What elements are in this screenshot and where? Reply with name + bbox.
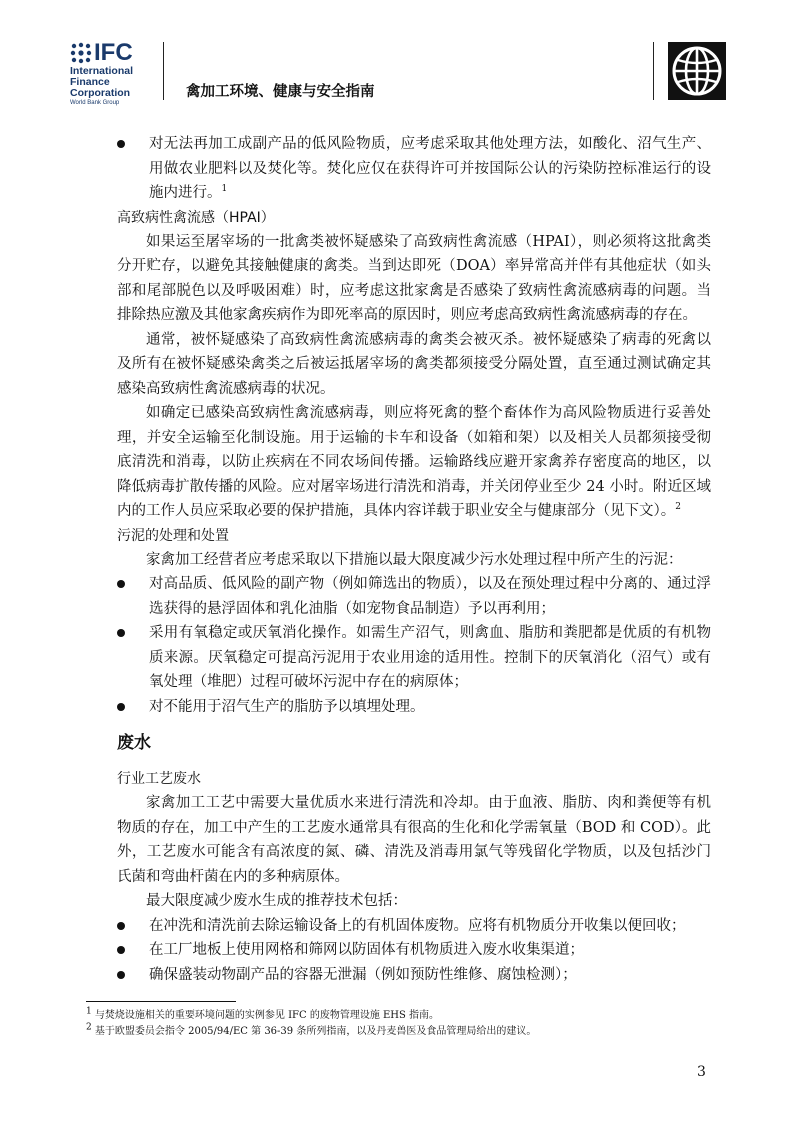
paragraph: 通常，被怀疑感染了高致病性禽流感病毒的禽类会被灭杀。被怀疑感染了病毒的死禽以及所有在被怀疑感染禽类之后被运抵屠宰场的禽类都须接受分隔处置，直至通过测试确定其感染高致病性禽流感病毒的状况。 xyxy=(117,331,711,397)
list-item: 确保盛装动物副产品的容器无泄漏（例如预防性维修、腐蚀检测）； xyxy=(117,963,711,988)
bullet-icon xyxy=(117,971,125,979)
paragraph: 家禽加工经营者应考虑采取以下措施以最大限度减少污水处理过程中所产生的污泥： xyxy=(146,551,683,568)
paragraph: 最大限度减少废水生成的推荐技术包括： xyxy=(146,893,407,909)
footnote-ref: 1 xyxy=(221,184,228,195)
subheading-process-wastewater: 行业工艺废水 xyxy=(117,771,201,787)
footnote-divider xyxy=(86,1001,236,1002)
paragraph: 如确定已感染高致病性禽流感病毒，则应将死禽的整个畜体作为高风险物质进行妥善处理，并安全运输至化制设施。用于运输的卡车和设备（如箱和架）以及相关人员都须接受彻底清洗和消毒，以防止疾病在不同农场间传播。运输路线应避开家禽养存密度高的地区，以降低病毒扩散传播的风险。应对屠宰场进行清洗和消毒，并关闭停业至少 24 小时。附近区域内的工作人员应采取必要的保护措施，具体内容详载于职业安全与健康部分（见下文）。$^2$ xyxy=(117,405,711,519)
intro-bullet-list xyxy=(117,132,711,206)
ifc-logo-letters: IFC xyxy=(94,39,133,66)
page-number: 3 xyxy=(697,1064,706,1080)
world-bank-globe-icon xyxy=(668,42,726,100)
section-heading-wastewater: 废水 xyxy=(117,733,151,753)
list-item: 对无法再加工成副产品的低风险物质，应考虑采取其他处理方法，如酸化、沼气生产、用做农业肥料以及焚化等。焚化应仅在获得许可并按国际公认的污染防控标准运行的设施内进行。$^1$ xyxy=(117,132,711,206)
sludge-bullet-list xyxy=(117,572,711,719)
bullet-icon xyxy=(117,922,125,930)
bullet-icon xyxy=(117,580,125,588)
bullet-icon xyxy=(117,703,125,711)
list-item: 对高品质、低风险的副产物（例如筛选出的物质），以及在预处理过程中分离的、通过浮选获得的悬浮固体和乳化油脂（如宠物食品制造）予以再利用； xyxy=(117,572,711,621)
ifc-logo-text: International Finance Corporation World Bank Group xyxy=(70,65,134,106)
paragraph: 如果运至屠宰场的一批禽类被怀疑感染了高致病性禽流感（HPAI），则必须将这批禽类分开贮存，以避免其接触健康的禽类。当到达即死（DOA）率异常高并伴有其他症状（如头部和尾部脱色以及呼吸困难）时，应考虑这批家禽是否感染了致病性禽流感病毒的问题。当排除热应激及其他家禽疾病作为即死率高的原因时，则应考虑高致病性禽流感病毒的存在。 xyxy=(117,233,711,323)
paragraph: 家禽加工工艺中需要大量优质水来进行清洗和冷却。由于血液、脂肪、肉和粪便等有机物质的存在，加工中产生的工艺废水通常具有很高的生化和化学需氧量（BOD 和 COD）。此外，工艺废水可能含有高浓度的氮、磷、清洗及消毒用氯气等残留化学物质，以及包括沙门氏菌和弯曲杆菌在内的多种病原体。 xyxy=(117,795,711,885)
bullet-icon xyxy=(117,946,125,954)
footnote-ref: 2 xyxy=(675,502,681,513)
list-item: 在工厂地板上使用网格和筛网以防固体有机物质进入废水收集渠道； xyxy=(117,938,711,963)
section-heading-sludge: 污泥的处理和处置 xyxy=(117,527,229,544)
footnotes xyxy=(86,1008,706,1040)
section-heading-hpai: 高致病性禽流感（HPAI） xyxy=(117,209,275,226)
wastewater-bullet-list xyxy=(117,914,711,988)
list-item: 对不能用于沼气生产的脂肪予以填埋处理。 xyxy=(117,695,711,720)
list-item: 在冲洗和清洗前去除运输设备上的有机固体废物。应将有机物质分开收集以便回收； xyxy=(117,914,711,939)
header-divider-left xyxy=(163,42,164,100)
page-content xyxy=(117,132,711,987)
header-divider-right xyxy=(653,42,654,100)
list-item: 采用有氧稳定或厌氧消化操作。如需生产沼气，则禽血、脂肪和粪肥都是优质的有机物质来源。厌氧稳定可提高污泥用于农业用途的适用性。控制下的厌氧消化（沼气）或有氧处理（堆肥）过程可破坏污泥中存在的病原体； xyxy=(117,621,711,695)
page-header xyxy=(0,0,793,112)
ifc-globe-dots-icon xyxy=(70,42,92,64)
ifc-logo xyxy=(70,38,160,108)
bullet-icon xyxy=(117,140,125,148)
document-title: 禽加工环境、健康与安全指南 xyxy=(186,84,375,100)
footnote: $^2$ 基于欧盟委员会指令 2005/94/EC 第 36-39 条所列指南，以及丹麦兽医及食品管理局给出的建议。 xyxy=(86,1022,537,1037)
bullet-icon xyxy=(117,629,125,637)
footnote: $^1$ 与焚烧设施相关的重要环境问题的实例参见 IFC 的废物管理设施 EHS 指南。 xyxy=(86,1006,440,1021)
